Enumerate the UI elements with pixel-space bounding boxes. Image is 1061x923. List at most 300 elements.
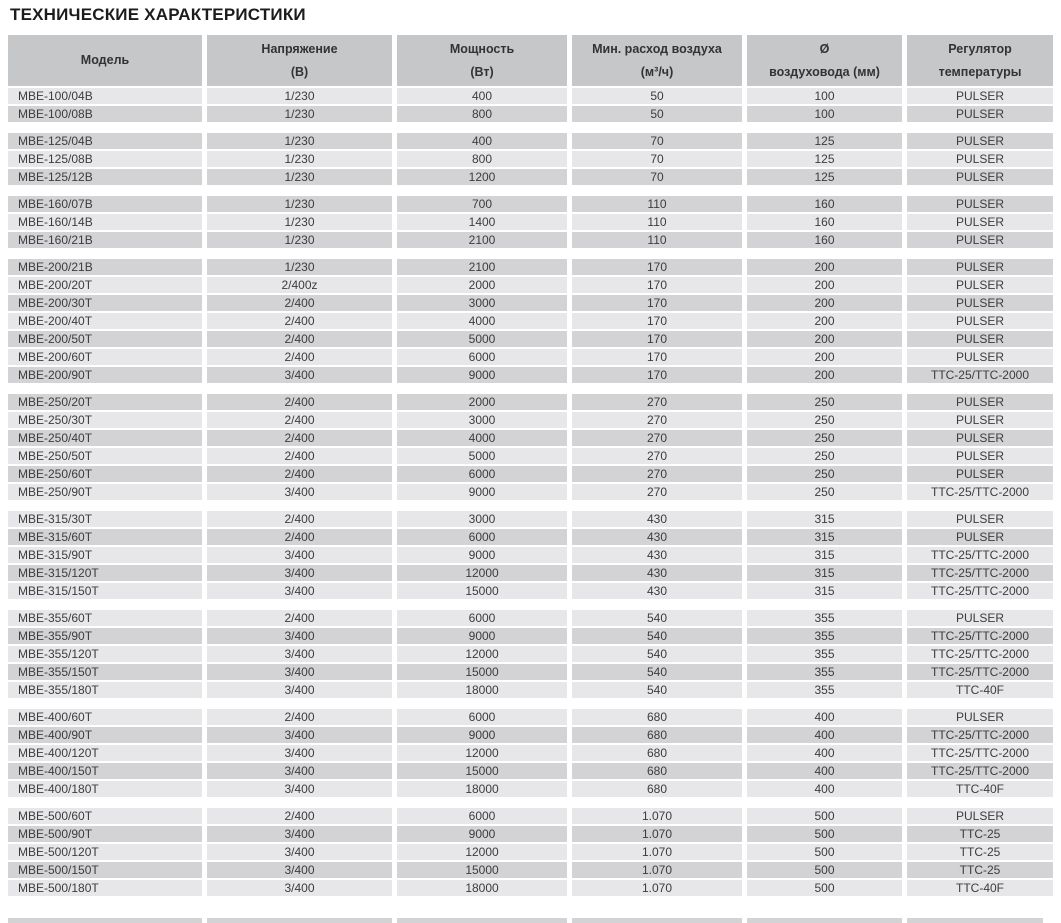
voltage-cell: 2/400 — [207, 808, 397, 826]
regulator-cell: PULSER — [907, 331, 1053, 349]
table-row — [8, 259, 1053, 277]
voltage-cell: 3/400 — [207, 727, 397, 745]
power-cell: 15000 — [397, 583, 572, 601]
power-cell: 9000 — [397, 547, 572, 565]
voltage-cell: 3/400 — [207, 367, 397, 385]
table-row — [8, 151, 1053, 169]
voltage-cell: 1/230 — [207, 106, 397, 124]
table-row — [8, 583, 1053, 601]
regulator-cell: PULSER — [907, 151, 1053, 169]
voltage-cell: 1/230 — [207, 196, 397, 214]
duct-diameter-cell: 250 — [747, 484, 907, 502]
airflow-cell: 70 — [572, 151, 747, 169]
table-row — [8, 448, 1053, 466]
table-row — [8, 277, 1053, 295]
table-row — [8, 367, 1053, 385]
column-header-label: Регулятор — [948, 41, 1012, 56]
table-row — [8, 808, 1053, 826]
voltage-cell: 1/230 — [207, 133, 397, 151]
airflow-cell: 1.070 — [572, 844, 747, 862]
column-header-sublabel: температуры — [938, 64, 1022, 79]
group-separator — [8, 187, 1053, 196]
duct-diameter-cell: 355 — [747, 682, 907, 700]
airflow-cell: 680 — [572, 745, 747, 763]
voltage-cell: 3/400 — [207, 565, 397, 583]
model-cell: MBE-500/60T — [8, 808, 207, 826]
duct-diameter-cell: 160 — [747, 196, 907, 214]
model-cell: MBE-500/120T — [8, 844, 207, 862]
voltage-cell: 2/400 — [207, 511, 397, 529]
page-title: ТЕХНИЧЕСКИЕ ХАРАКТЕРИСТИКИ — [10, 5, 306, 24]
duct-diameter-cell: 355 — [747, 628, 907, 646]
table-row — [8, 169, 1053, 187]
regulator-cell: TTC-25/TTC-2000 — [907, 583, 1053, 601]
power-cell: 800 — [397, 106, 572, 124]
voltage-cell: 1/230 — [207, 214, 397, 232]
model-cell: MBE-250/20T — [8, 394, 207, 412]
regulator-cell: TTC-40F — [907, 880, 1053, 898]
regulator-cell: PULSER — [907, 394, 1053, 412]
voltage-cell: 3/400 — [207, 628, 397, 646]
duct-diameter-cell: 400 — [747, 745, 907, 763]
table-row — [8, 664, 1053, 682]
voltage-cell: 3/400 — [207, 763, 397, 781]
power-cell: 12000 — [397, 565, 572, 583]
table-row — [8, 313, 1053, 331]
voltage-cell: 3/400 — [207, 880, 397, 898]
column-header-regulator — [907, 35, 1053, 88]
model-cell: MBE-250/40T — [8, 430, 207, 448]
duct-diameter-cell: 200 — [747, 277, 907, 295]
table-row — [8, 547, 1053, 565]
power-cell: 4000 — [397, 430, 572, 448]
airflow-cell: 170 — [572, 367, 747, 385]
model-cell: MBE-200/30T — [8, 295, 207, 313]
table-row — [8, 484, 1053, 502]
power-cell: 4000 — [397, 313, 572, 331]
voltage-cell: 3/400 — [207, 862, 397, 880]
group-separator — [8, 124, 1053, 133]
column-header-sublabel: (м³/ч) — [640, 64, 674, 79]
voltage-cell: 3/400 — [207, 844, 397, 862]
model-cell: MBE-125/12B — [8, 169, 207, 187]
regulator-cell: PULSER — [907, 709, 1053, 727]
power-cell: 6000 — [397, 808, 572, 826]
voltage-cell: 1/230 — [207, 259, 397, 277]
regulator-cell: PULSER — [907, 277, 1053, 295]
model-cell: MBE-400/150T — [8, 763, 207, 781]
column-header-airflow — [572, 35, 747, 88]
regulator-cell: TTC-25/TTC-2000 — [907, 745, 1053, 763]
regulator-cell: TTC-25/TTC-2000 — [907, 727, 1053, 745]
model-cell: MBE-400/90T — [8, 727, 207, 745]
regulator-cell: PULSER — [907, 412, 1053, 430]
power-cell: 15000 — [397, 862, 572, 880]
duct-diameter-cell: 200 — [747, 313, 907, 331]
power-cell: 9000 — [397, 826, 572, 844]
model-cell: MBE-315/30T — [8, 511, 207, 529]
airflow-cell: 1.070 — [572, 808, 747, 826]
model-cell: MBE-200/21B — [8, 259, 207, 277]
regulator-cell: TTC-25/TTC-2000 — [907, 367, 1053, 385]
model-cell: MBE-250/60T — [8, 466, 207, 484]
model-cell: MBE-315/90T — [8, 547, 207, 565]
voltage-cell: 2/400 — [207, 313, 397, 331]
table-row — [8, 727, 1053, 745]
regulator-cell: PULSER — [907, 214, 1053, 232]
model-cell: MBE-355/120T — [8, 646, 207, 664]
regulator-cell: PULSER — [907, 430, 1053, 448]
group-separator — [8, 502, 1053, 511]
regulator-cell: PULSER — [907, 88, 1053, 106]
voltage-cell: 2/400 — [207, 529, 397, 547]
model-cell: MBE-355/150T — [8, 664, 207, 682]
model-cell: MBE-500/90T — [8, 826, 207, 844]
voltage-cell: 1/230 — [207, 88, 397, 106]
column-header-voltage — [207, 35, 397, 88]
airflow-cell: 540 — [572, 646, 747, 664]
duct-diameter-cell: 250 — [747, 430, 907, 448]
voltage-cell: 2/400 — [207, 466, 397, 484]
table-row — [8, 412, 1053, 430]
voltage-cell: 2/400 — [207, 709, 397, 727]
table-row — [8, 781, 1053, 799]
table-row — [8, 682, 1053, 700]
airflow-cell: 270 — [572, 448, 747, 466]
duct-diameter-cell: 250 — [747, 394, 907, 412]
regulator-cell: PULSER — [907, 133, 1053, 151]
voltage-cell: 3/400 — [207, 484, 397, 502]
model-cell: MBE-160/21B — [8, 232, 207, 250]
regulator-cell: PULSER — [907, 808, 1053, 826]
power-cell: 1200 — [397, 169, 572, 187]
voltage-cell: 2/400 — [207, 331, 397, 349]
table-row — [8, 88, 1053, 106]
power-cell: 6000 — [397, 709, 572, 727]
group-separator — [8, 700, 1053, 709]
power-cell: 2100 — [397, 232, 572, 250]
table-row — [8, 880, 1053, 898]
table-row — [8, 862, 1053, 880]
column-header-power — [397, 35, 572, 88]
duct-diameter-cell: 500 — [747, 826, 907, 844]
power-cell: 3000 — [397, 295, 572, 313]
column-header-label: Мин. расход воздуха — [592, 41, 722, 56]
airflow-cell: 540 — [572, 682, 747, 700]
group-separator — [8, 601, 1053, 610]
model-cell: MBE-125/08B — [8, 151, 207, 169]
power-cell: 18000 — [397, 781, 572, 799]
voltage-cell: 2/400 — [207, 295, 397, 313]
table-row — [8, 133, 1053, 151]
model-cell: MBE-160/14B — [8, 214, 207, 232]
regulator-cell: PULSER — [907, 169, 1053, 187]
model-cell: MBE-200/40T — [8, 313, 207, 331]
duct-diameter-cell: 125 — [747, 169, 907, 187]
model-cell: MBE-355/60T — [8, 610, 207, 628]
table-row — [8, 628, 1053, 646]
voltage-cell: 3/400 — [207, 664, 397, 682]
airflow-cell: 110 — [572, 214, 747, 232]
regulator-cell: TTC-25 — [907, 826, 1053, 844]
voltage-cell: 2/400 — [207, 610, 397, 628]
power-cell: 2100 — [397, 259, 572, 277]
voltage-cell: 2/400 — [207, 394, 397, 412]
power-cell: 6000 — [397, 529, 572, 547]
regulator-cell: PULSER — [907, 259, 1053, 277]
model-cell: MBE-250/30T — [8, 412, 207, 430]
duct-diameter-cell: 250 — [747, 448, 907, 466]
regulator-cell: TTC-25/TTC-2000 — [907, 547, 1053, 565]
model-cell: MBE-200/90T — [8, 367, 207, 385]
power-cell: 3000 — [397, 511, 572, 529]
regulator-cell: PULSER — [907, 295, 1053, 313]
duct-diameter-cell: 400 — [747, 763, 907, 781]
airflow-cell: 50 — [572, 88, 747, 106]
duct-diameter-cell: 315 — [747, 511, 907, 529]
airflow-cell: 430 — [572, 565, 747, 583]
airflow-cell: 540 — [572, 628, 747, 646]
regulator-cell: TTC-25 — [907, 862, 1053, 880]
airflow-cell: 270 — [572, 484, 747, 502]
column-header-label: Модель — [80, 53, 130, 67]
voltage-cell: 2/400 — [207, 349, 397, 367]
model-cell: MBE-355/180T — [8, 682, 207, 700]
table-row — [8, 709, 1053, 727]
airflow-cell: 50 — [572, 106, 747, 124]
airflow-cell: 170 — [572, 295, 747, 313]
cutoff-next-row — [8, 918, 1053, 923]
regulator-cell: PULSER — [907, 232, 1053, 250]
voltage-cell: 1/230 — [207, 169, 397, 187]
table-row — [8, 394, 1053, 412]
power-cell: 6000 — [397, 466, 572, 484]
airflow-cell: 170 — [572, 277, 747, 295]
regulator-cell: PULSER — [907, 106, 1053, 124]
table-row — [8, 745, 1053, 763]
voltage-cell: 2/400z — [207, 277, 397, 295]
duct-diameter-cell: 200 — [747, 259, 907, 277]
airflow-cell: 270 — [572, 466, 747, 484]
column-header-duct-diameter — [747, 35, 907, 88]
power-cell: 5000 — [397, 448, 572, 466]
model-cell: MBE-400/60T — [8, 709, 207, 727]
model-cell: MBE-500/150T — [8, 862, 207, 880]
power-cell: 700 — [397, 196, 572, 214]
airflow-cell: 430 — [572, 583, 747, 601]
regulator-cell: PULSER — [907, 448, 1053, 466]
voltage-cell: 3/400 — [207, 646, 397, 664]
airflow-cell: 170 — [572, 349, 747, 367]
model-cell: MBE-400/180T — [8, 781, 207, 799]
duct-diameter-cell: 160 — [747, 232, 907, 250]
power-cell: 9000 — [397, 367, 572, 385]
power-cell: 9000 — [397, 484, 572, 502]
regulator-cell: TTC-25/TTC-2000 — [907, 763, 1053, 781]
regulator-cell: PULSER — [907, 349, 1053, 367]
voltage-cell: 2/400 — [207, 448, 397, 466]
duct-diameter-cell: 125 — [747, 133, 907, 151]
voltage-cell: 3/400 — [207, 745, 397, 763]
voltage-cell: 3/400 — [207, 826, 397, 844]
airflow-cell: 170 — [572, 259, 747, 277]
table-row — [8, 106, 1053, 124]
table-row — [8, 232, 1053, 250]
power-cell: 6000 — [397, 349, 572, 367]
voltage-cell: 3/400 — [207, 682, 397, 700]
power-cell: 9000 — [397, 628, 572, 646]
airflow-cell: 680 — [572, 727, 747, 745]
spec-table-header — [8, 35, 1053, 88]
duct-diameter-cell: 250 — [747, 466, 907, 484]
power-cell: 9000 — [397, 727, 572, 745]
power-cell: 18000 — [397, 880, 572, 898]
column-header-sublabel: (В) — [290, 64, 309, 79]
duct-diameter-cell: 400 — [747, 781, 907, 799]
duct-diameter-cell: 200 — [747, 295, 907, 313]
duct-diameter-cell: 355 — [747, 610, 907, 628]
table-row — [8, 214, 1053, 232]
airflow-cell: 680 — [572, 709, 747, 727]
power-cell: 3000 — [397, 412, 572, 430]
regulator-cell: TTC-25/TTC-2000 — [907, 628, 1053, 646]
model-cell: MBE-125/04B — [8, 133, 207, 151]
duct-diameter-cell: 500 — [747, 862, 907, 880]
model-cell: MBE-315/120T — [8, 565, 207, 583]
table-row — [8, 430, 1053, 448]
regulator-cell: TTC-25/TTC-2000 — [907, 565, 1053, 583]
model-cell: MBE-355/90T — [8, 628, 207, 646]
column-header-model — [8, 35, 207, 88]
table-row — [8, 331, 1053, 349]
airflow-cell: 110 — [572, 232, 747, 250]
duct-diameter-cell: 500 — [747, 844, 907, 862]
power-cell: 18000 — [397, 682, 572, 700]
table-row — [8, 349, 1053, 367]
table-row — [8, 565, 1053, 583]
model-cell: MBE-250/90T — [8, 484, 207, 502]
airflow-cell: 70 — [572, 169, 747, 187]
regulator-cell: PULSER — [907, 466, 1053, 484]
table-row — [8, 610, 1053, 628]
airflow-cell: 270 — [572, 430, 747, 448]
column-header-label: Мощность — [449, 41, 515, 56]
duct-diameter-cell: 200 — [747, 349, 907, 367]
group-separator — [8, 799, 1053, 808]
duct-diameter-cell: 315 — [747, 565, 907, 583]
duct-diameter-cell: 100 — [747, 88, 907, 106]
power-cell: 1400 — [397, 214, 572, 232]
regulator-cell: PULSER — [907, 610, 1053, 628]
regulator-cell: PULSER — [907, 313, 1053, 331]
airflow-cell: 540 — [572, 610, 747, 628]
voltage-cell: 3/400 — [207, 583, 397, 601]
regulator-cell: TTC-25/TTC-2000 — [907, 646, 1053, 664]
model-cell: MBE-200/60T — [8, 349, 207, 367]
power-cell: 800 — [397, 151, 572, 169]
table-row — [8, 826, 1053, 844]
regulator-cell: TTC-40F — [907, 682, 1053, 700]
regulator-cell: TTC-25/TTC-2000 — [907, 484, 1053, 502]
airflow-cell: 540 — [572, 664, 747, 682]
airflow-cell: 70 — [572, 133, 747, 151]
duct-diameter-cell: 250 — [747, 412, 907, 430]
duct-diameter-cell: 315 — [747, 547, 907, 565]
airflow-cell: 110 — [572, 196, 747, 214]
group-separator — [8, 385, 1053, 394]
spec-table-body — [8, 88, 1053, 898]
airflow-cell: 1.070 — [572, 826, 747, 844]
duct-diameter-cell: 100 — [747, 106, 907, 124]
column-header-sublabel: воздуховода (мм) — [769, 64, 880, 79]
airflow-cell: 430 — [572, 511, 747, 529]
duct-diameter-cell: 500 — [747, 880, 907, 898]
duct-diameter-cell: 160 — [747, 214, 907, 232]
table-row — [8, 466, 1053, 484]
regulator-cell: PULSER — [907, 196, 1053, 214]
group-separator — [8, 250, 1053, 259]
power-cell: 5000 — [397, 331, 572, 349]
airflow-cell: 1.070 — [572, 862, 747, 880]
table-row — [8, 295, 1053, 313]
regulator-cell: TTC-25/TTC-2000 — [907, 664, 1053, 682]
model-cell: MBE-160/07B — [8, 196, 207, 214]
airflow-cell: 270 — [572, 412, 747, 430]
power-cell: 6000 — [397, 610, 572, 628]
airflow-cell: 270 — [572, 394, 747, 412]
airflow-cell: 170 — [572, 331, 747, 349]
duct-diameter-cell: 315 — [747, 529, 907, 547]
regulator-cell: TTC-40F — [907, 781, 1053, 799]
voltage-cell: 3/400 — [207, 547, 397, 565]
power-cell: 15000 — [397, 664, 572, 682]
table-row — [8, 511, 1053, 529]
duct-diameter-cell: 355 — [747, 646, 907, 664]
table-row — [8, 196, 1053, 214]
airflow-cell: 680 — [572, 781, 747, 799]
power-cell: 12000 — [397, 844, 572, 862]
column-header-label: Ø — [819, 41, 830, 56]
duct-diameter-cell: 400 — [747, 709, 907, 727]
table-row — [8, 763, 1053, 781]
duct-diameter-cell: 355 — [747, 664, 907, 682]
model-cell: MBE-400/120T — [8, 745, 207, 763]
regulator-cell: TTC-25 — [907, 844, 1053, 862]
model-cell: MBE-100/08B — [8, 106, 207, 124]
power-cell: 2000 — [397, 277, 572, 295]
airflow-cell: 430 — [572, 529, 747, 547]
column-header-sublabel: (Вт) — [470, 64, 494, 79]
voltage-cell: 1/230 — [207, 232, 397, 250]
spec-table — [8, 35, 1053, 898]
model-cell: MBE-315/60T — [8, 529, 207, 547]
model-cell: MBE-500/180T — [8, 880, 207, 898]
duct-diameter-cell: 315 — [747, 583, 907, 601]
duct-diameter-cell: 400 — [747, 727, 907, 745]
airflow-cell: 430 — [572, 547, 747, 565]
voltage-cell: 2/400 — [207, 430, 397, 448]
duct-diameter-cell: 500 — [747, 808, 907, 826]
power-cell: 12000 — [397, 646, 572, 664]
model-cell: MBE-200/50T — [8, 331, 207, 349]
regulator-cell: PULSER — [907, 511, 1053, 529]
voltage-cell: 3/400 — [207, 781, 397, 799]
airflow-cell: 680 — [572, 763, 747, 781]
power-cell: 12000 — [397, 745, 572, 763]
model-cell: MBE-100/04B — [8, 88, 207, 106]
airflow-cell: 170 — [572, 313, 747, 331]
duct-diameter-cell: 200 — [747, 331, 907, 349]
